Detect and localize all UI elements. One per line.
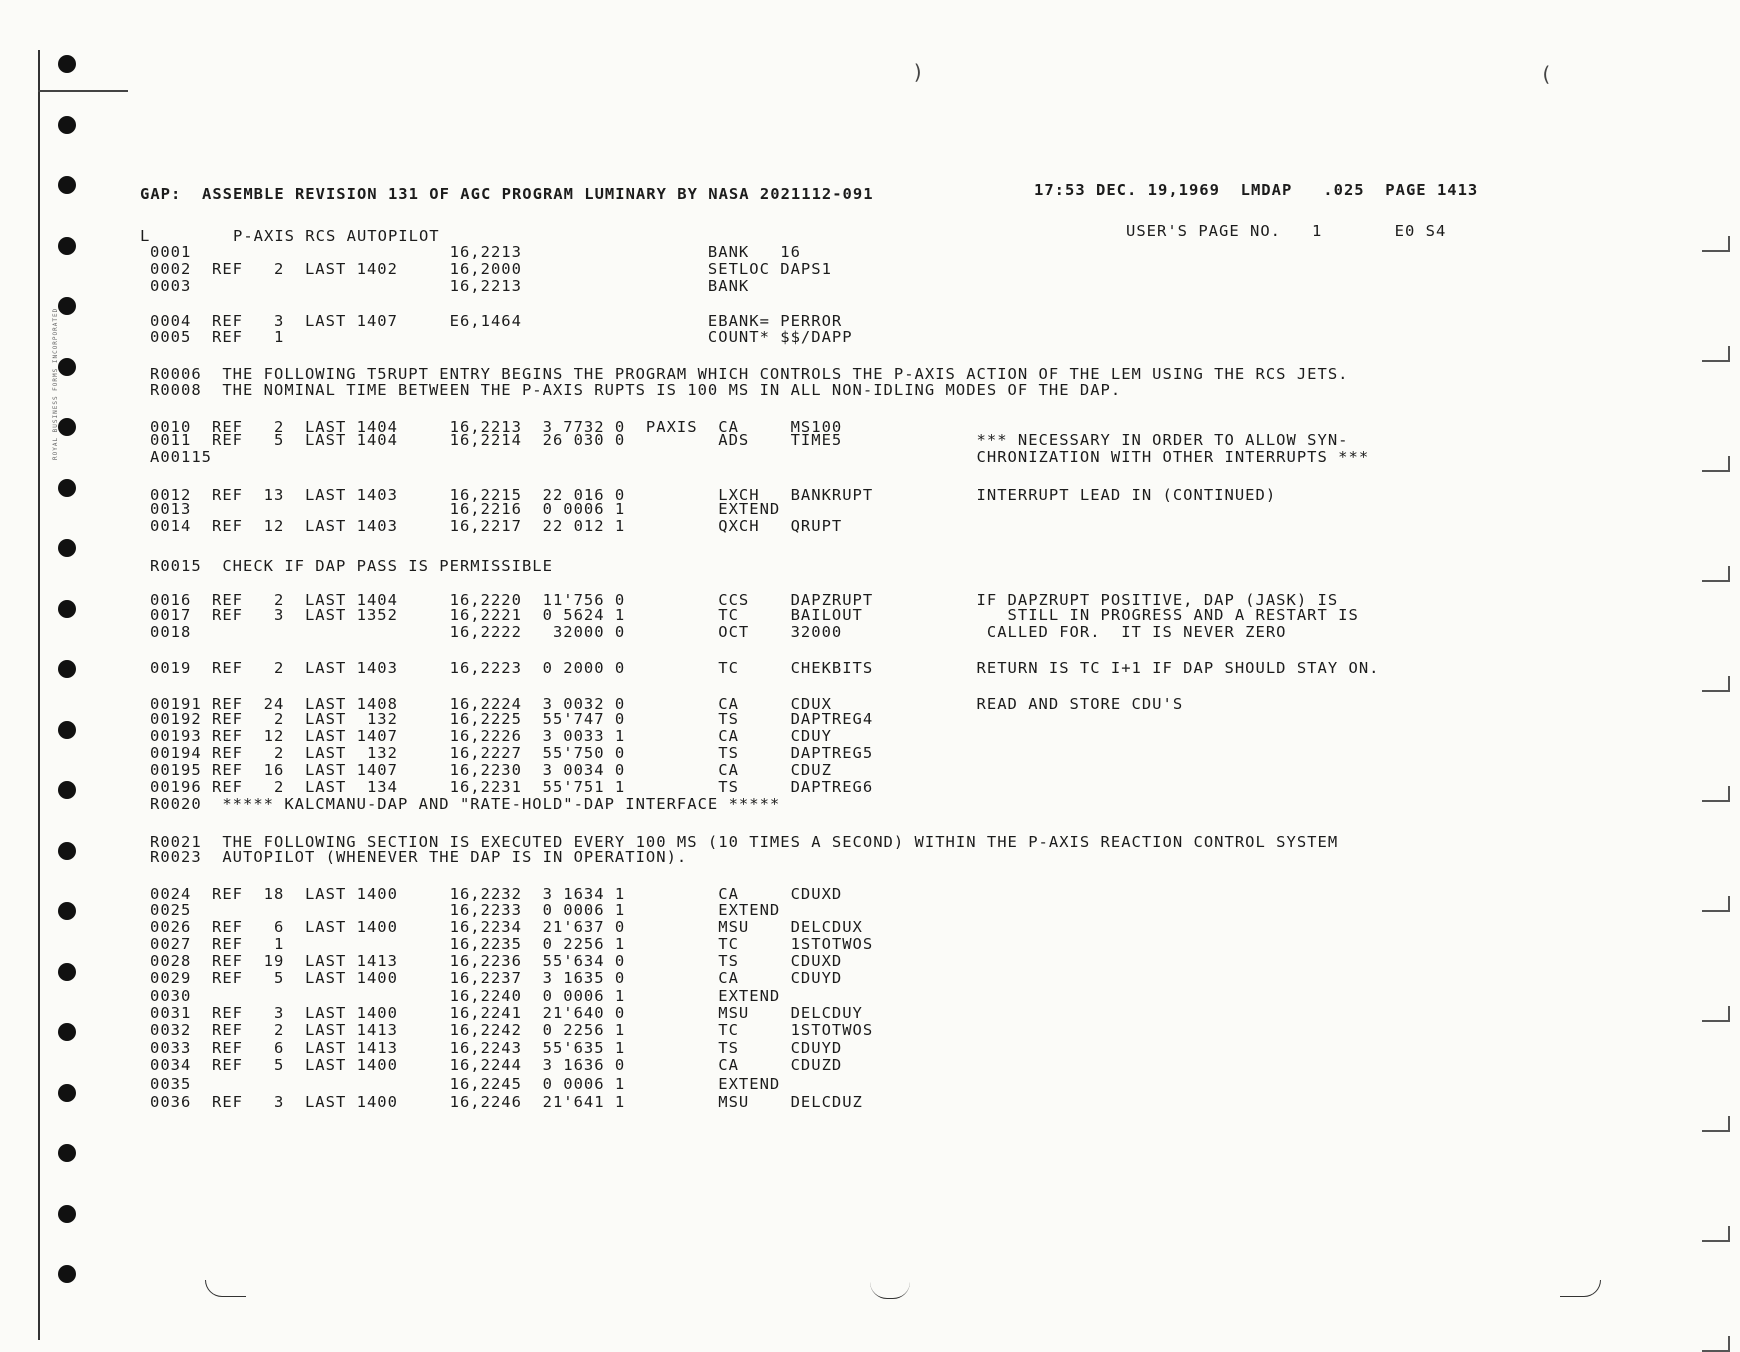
feed-hole xyxy=(58,1084,76,1102)
feed-hole xyxy=(58,1144,76,1162)
listing-line: R0021 THE FOLLOWING SECTION IS EXECUTED EVERY 100 MS (10 TIMES A SECOND) WITHIN THE P-AXIS REACTION CONTROL SYSTEM xyxy=(150,833,1339,851)
edge-mark xyxy=(1702,456,1730,472)
listing-line: 0027 REF 1 16,2235 0 2256 1 TC 1STOTWOS xyxy=(150,935,874,953)
feed-hole xyxy=(58,902,76,920)
listing-line: 0036 REF 3 LAST 1400 16,2246 21'641 1 MSU DELCDUZ xyxy=(150,1093,863,1111)
stray-mark xyxy=(870,1282,910,1299)
listing-line: 0010 REF 2 LAST 1404 16,2213 3 7732 0 PAXIS CA MS100 xyxy=(150,418,843,436)
listing-line: 0026 REF 6 LAST 1400 16,2234 21'637 0 MSU DELCDUX xyxy=(150,918,863,936)
listing-line: 00193 REF 12 LAST 1407 16,2226 3 0033 1 CA CDUY xyxy=(150,727,832,745)
feed-hole xyxy=(58,842,76,860)
listing-line: 0005 REF 1 COUNT* $$/DAPP xyxy=(150,328,853,346)
feed-hole xyxy=(58,237,76,255)
feed-hole xyxy=(58,1205,76,1223)
listing-line: 0002 REF 2 LAST 1402 16,2000 SETLOC DAPS1 xyxy=(150,260,832,278)
section-title: L P-AXIS RCS AUTOPILOT xyxy=(140,227,440,245)
stray-mark xyxy=(1560,1280,1601,1297)
listing-line: 0029 REF 5 LAST 1400 16,2237 3 1635 0 CA CDUYD xyxy=(150,969,843,987)
edge-mark xyxy=(1702,1226,1730,1242)
listing-line: 0030 16,2240 0 0006 1 EXTEND xyxy=(150,987,781,1005)
listing-line: 00194 REF 2 LAST 132 16,2227 55'750 0 TS DAPTREG5 xyxy=(150,744,874,762)
feed-hole xyxy=(58,721,76,739)
header-right: 17:53 DEC. 19,1969 LMDAP .025 PAGE 1413 xyxy=(1034,181,1479,199)
feed-hole xyxy=(58,55,76,73)
edge-mark xyxy=(1702,896,1730,912)
listing-line: 0028 REF 19 LAST 1413 16,2236 55'634 0 TS CDUXD xyxy=(150,952,843,970)
feed-hole xyxy=(58,781,76,799)
feed-hole xyxy=(58,1023,76,1041)
feed-hole xyxy=(58,116,76,134)
feed-hole xyxy=(58,479,76,497)
listing-line: 0012 REF 13 LAST 1403 16,2215 22 016 0 LXCH BANKRUPT INTERRUPT LEAD IN (CONTINUED) xyxy=(150,486,1277,504)
listing-line: R0008 THE NOMINAL TIME BETWEEN THE P-AXIS RUPTS IS 100 MS IN ALL NON-IDLING MODES OF THE DAP. xyxy=(150,381,1122,399)
edge-mark xyxy=(1702,676,1730,692)
edge-mark xyxy=(1702,346,1730,362)
edge-mark xyxy=(1702,1116,1730,1132)
feed-hole xyxy=(58,963,76,981)
feed-hole xyxy=(58,660,76,678)
listing-line: 0019 REF 2 LAST 1403 16,2223 0 2000 0 TC CHEKBITS RETURN IS TC I+1 IF DAP SHOULD STAY ON. xyxy=(150,659,1380,677)
feed-hole xyxy=(58,176,76,194)
listing-line: 0024 REF 18 LAST 1400 16,2232 3 1634 1 CA CDUXD xyxy=(150,885,843,903)
feed-hole xyxy=(58,1265,76,1283)
listing-line: 00196 REF 2 LAST 134 16,2231 55'751 1 TS DAPTREG6 xyxy=(150,778,874,796)
stray-mark: ) xyxy=(912,60,925,84)
feed-hole xyxy=(58,600,76,618)
listing-line: 0035 16,2245 0 0006 1 EXTEND xyxy=(150,1075,781,1093)
margin-rule xyxy=(38,50,40,1340)
listing-line: 0016 REF 2 LAST 1404 16,2220 11'756 0 CCS DAPZRUPT IF DAPZRUPT POSITIVE, DAP (JASK) IS xyxy=(150,591,1339,609)
listing-line: A00115 CHRONIZATION WITH OTHER INTERRUPTS *** xyxy=(150,448,1370,466)
listing-line: 0018 16,2222 32000 0 OCT 32000 CALLED FOR. IT IS NEVER ZERO xyxy=(150,623,1287,641)
listing-line: 0013 16,2216 0 0006 1 EXTEND xyxy=(150,500,781,518)
listing-line: 0017 REF 3 LAST 1352 16,2221 0 5624 1 TC BAILOUT STILL IN PROGRESS AND A RESTART IS xyxy=(150,606,1359,624)
edge-mark xyxy=(1702,1006,1730,1022)
margin-tick xyxy=(38,90,128,92)
listing-line: 00195 REF 16 LAST 1407 16,2230 3 0034 0 CA CDUZ xyxy=(150,761,832,779)
listing-line: 0025 16,2233 0 0006 1 EXTEND xyxy=(150,901,781,919)
listing-line: 0003 16,2213 BANK xyxy=(150,277,750,295)
listing-line: R0006 THE FOLLOWING T5RUPT ENTRY BEGINS THE PROGRAM WHICH CONTROLS THE P-AXIS ACTION OF THE LEM USING THE RCS JETS. xyxy=(150,365,1349,383)
listing-line: 0033 REF 6 LAST 1413 16,2243 55'635 1 TS CDUYD xyxy=(150,1039,843,1057)
header-left: GAP: ASSEMBLE REVISION 131 OF AGC PROGRAM LUMINARY BY NASA 2021112-091 xyxy=(140,185,874,203)
listing-line: 0031 REF 3 LAST 1400 16,2241 21'640 0 MSU DELCDUY xyxy=(150,1004,863,1022)
listing-line: R0020 ***** KALCMANU-DAP AND "RATE-HOLD"-DAP INTERFACE ***** xyxy=(150,795,781,813)
listing-line: 0004 REF 3 LAST 1407 E6,1464 EBANK= PERROR xyxy=(150,312,843,330)
listing-line: 0011 REF 5 LAST 1404 16,2214 26 030 0 ADS TIME5 *** NECESSARY IN ORDER TO ALLOW SYN- xyxy=(150,431,1349,449)
feed-hole xyxy=(58,358,76,376)
feed-hole xyxy=(58,418,76,436)
feed-hole xyxy=(58,539,76,557)
side-imprint: ROYAL BUSINESS FORMS INCORPORATED xyxy=(52,307,59,460)
edge-mark xyxy=(1702,1336,1730,1352)
listing-line: 00191 REF 24 LAST 1408 16,2224 3 0032 0 CA CDUX READ AND STORE CDU'S xyxy=(150,695,1184,713)
listing-line: 0014 REF 12 LAST 1403 16,2217 22 012 1 QXCH QRUPT xyxy=(150,517,843,535)
stray-mark: ( xyxy=(1540,62,1553,86)
stray-mark xyxy=(205,1280,246,1297)
edge-mark xyxy=(1702,566,1730,582)
listing-line: R0015 CHECK IF DAP PASS IS PERMISSIBLE xyxy=(150,557,553,575)
edge-mark xyxy=(1702,236,1730,252)
listing-line: 0034 REF 5 LAST 1400 16,2244 3 1636 0 CA CDUZD xyxy=(150,1056,843,1074)
feed-hole xyxy=(58,297,76,315)
edge-mark xyxy=(1702,786,1730,802)
listing-line: 00192 REF 2 LAST 132 16,2225 55'747 0 TS DAPTREG4 xyxy=(150,710,874,728)
listing-line: R0023 AUTOPILOT (WHENEVER THE DAP IS IN OPERATION). xyxy=(150,848,688,866)
listing-line: 0001 16,2213 BANK 16 xyxy=(150,243,801,261)
user-page-number: USER'S PAGE NO. 1 E0 S4 xyxy=(1126,222,1447,240)
listing-line: 0032 REF 2 LAST 1413 16,2242 0 2256 1 TC 1STOTWOS xyxy=(150,1021,874,1039)
